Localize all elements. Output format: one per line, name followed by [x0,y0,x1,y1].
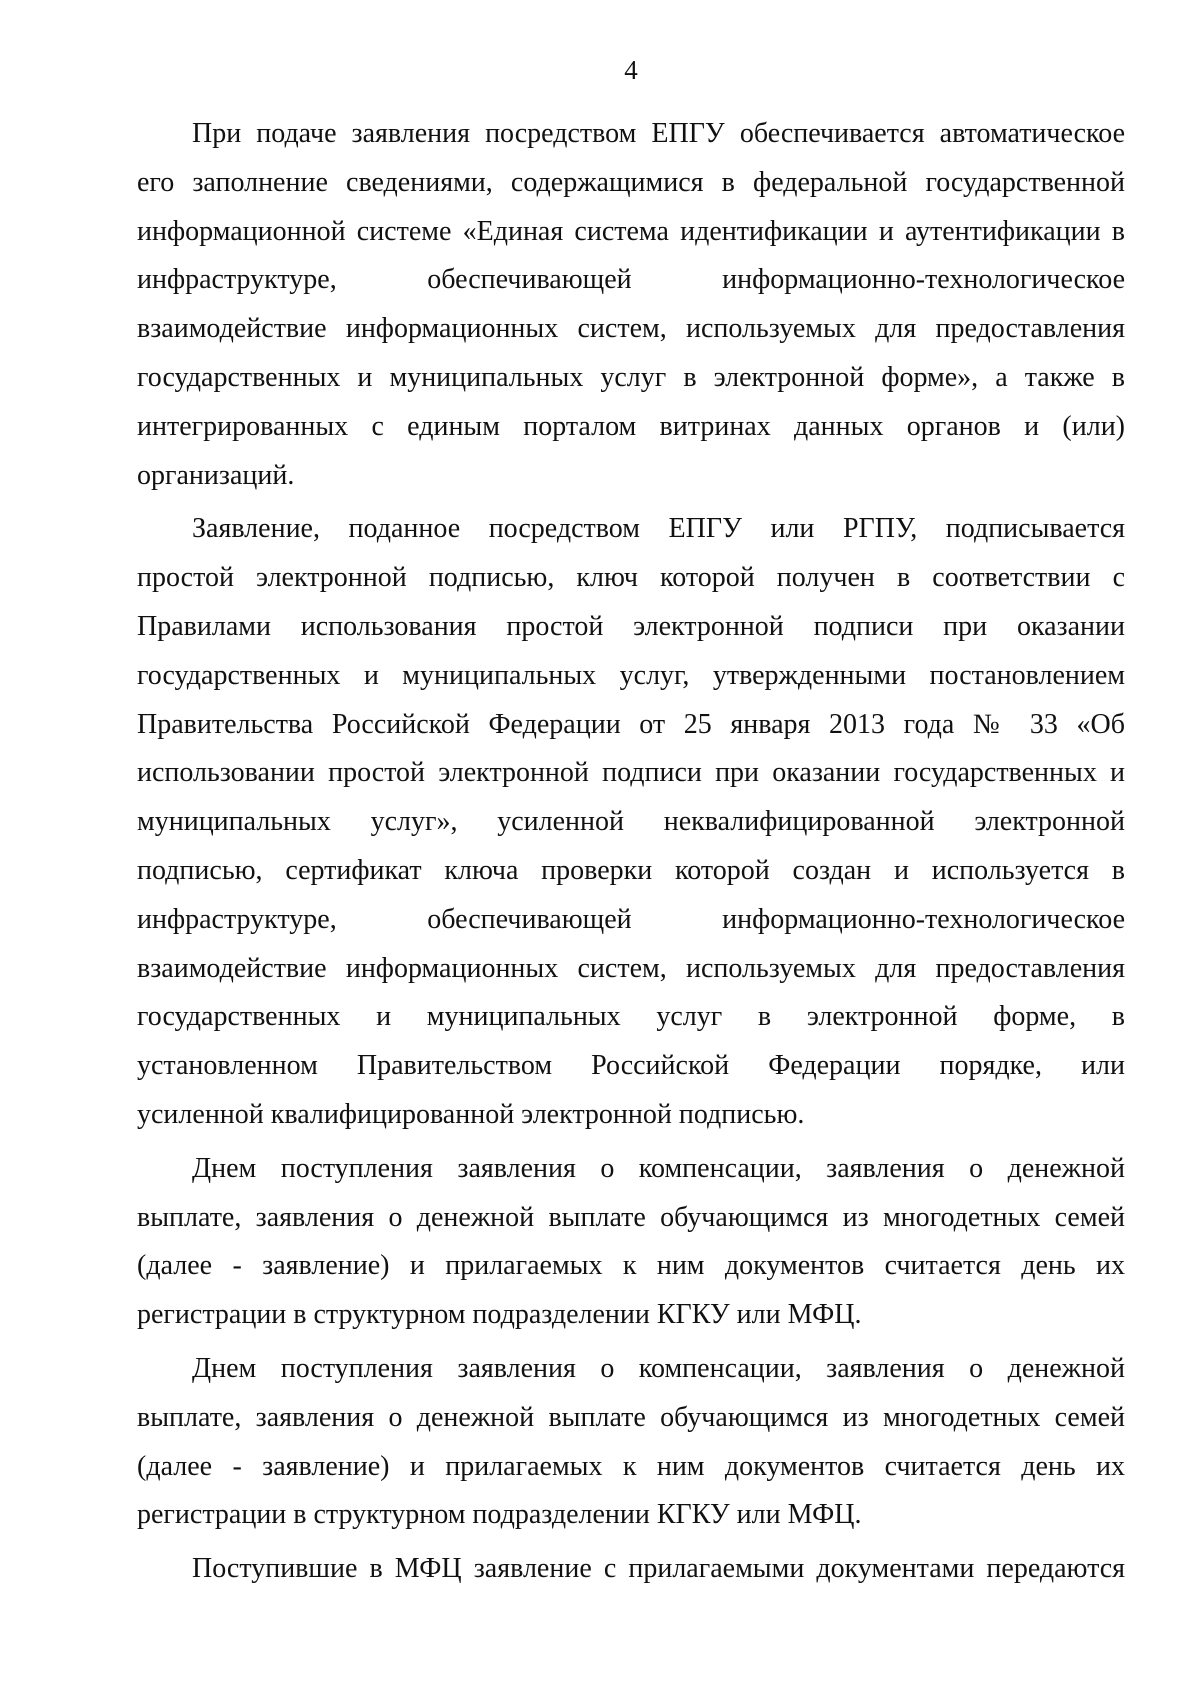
text-line: Правилами использования простой электронной подписи при оказании [137,610,1125,642]
text-line: регистрации в структурном подразделении КГКУ или МФЦ. [137,1499,862,1531]
text-line: Правительства Российской Федерации от 25 января 2013 года № 33 «Об [137,708,1125,740]
text-line: взаимодействие информационных систем, используемых для предоставления [137,313,1125,345]
text-line: организаций. [137,459,295,491]
paragraph [137,1345,1125,1540]
text-line: При подаче заявления посредством ЕПГУ обеспечивается автоматическое [192,118,1125,149]
text-line: регистрации в структурном подразделении КГКУ или МФЦ. [137,1299,862,1331]
text-line: усиленной квалифицированной электронной подписью. [137,1098,805,1130]
text-line: государственных и муниципальных услуг в электронной форме, в [137,1001,1125,1033]
text-line: его заполнение сведениями, содержащимися в федеральной государственной [137,166,1125,198]
text-line: инфраструктуре, обеспечивающей информационно-технологическое [137,903,1125,935]
paragraph [137,1545,1125,1594]
page-number: 4 [624,55,638,85]
text-line: (далее - заявление) и прилагаемых к ним документов считается день их [137,1250,1125,1282]
document-body [137,110,1125,1599]
text-line: муниципальных услуг», усиленной неквалифицированной электронной [137,806,1125,838]
text-line: Поступившие в МФЦ заявление с прилагаемыми документами передаются [192,1553,1125,1585]
text-line: интегрированных с единым порталом витринах данных органов и (или) [137,410,1125,442]
text-line: использовании простой электронной подписи при оказании государственных и [137,757,1125,789]
text-line: (далее - заявление) и прилагаемых к ним документов считается день их [137,1450,1125,1482]
text-line: государственных и муниципальных услуг, утвержденными постановлением [137,659,1125,691]
paragraph [137,110,1125,500]
text-line: выплате, заявления о денежной выплате обучающимся из многодетных семей [137,1401,1125,1433]
text-line: инфраструктуре, обеспечивающей информационно-технологическое [137,264,1125,296]
text-line: выплате, заявления о денежной выплате обучающимся из многодетных семей [137,1201,1125,1233]
text-line: государственных и муниципальных услуг в электронной форме», а также в [137,361,1125,393]
text-line: простой электронной подписью, ключ которой получен в соответствии с [137,562,1125,594]
text-line: Днем поступления заявления о компенсации, заявления о денежной [192,1352,1125,1384]
text-line: установленном Правительством Российской Федерации порядке, или [137,1050,1125,1082]
text-line: взаимодействие информационных систем, используемых для предоставления [137,952,1125,984]
text-line: Заявление, поданное посредством ЕПГУ или РГПУ, подписывается [192,513,1125,545]
paragraph [137,505,1125,1139]
paragraph [137,1145,1125,1340]
text-line: информационной системе «Единая система идентификации и аутентификации в [137,215,1125,247]
text-line: Днем поступления заявления о компенсации, заявления о денежной [192,1152,1125,1184]
text-line: подписью, сертификат ключа проверки которой создан и используется в [137,854,1125,886]
